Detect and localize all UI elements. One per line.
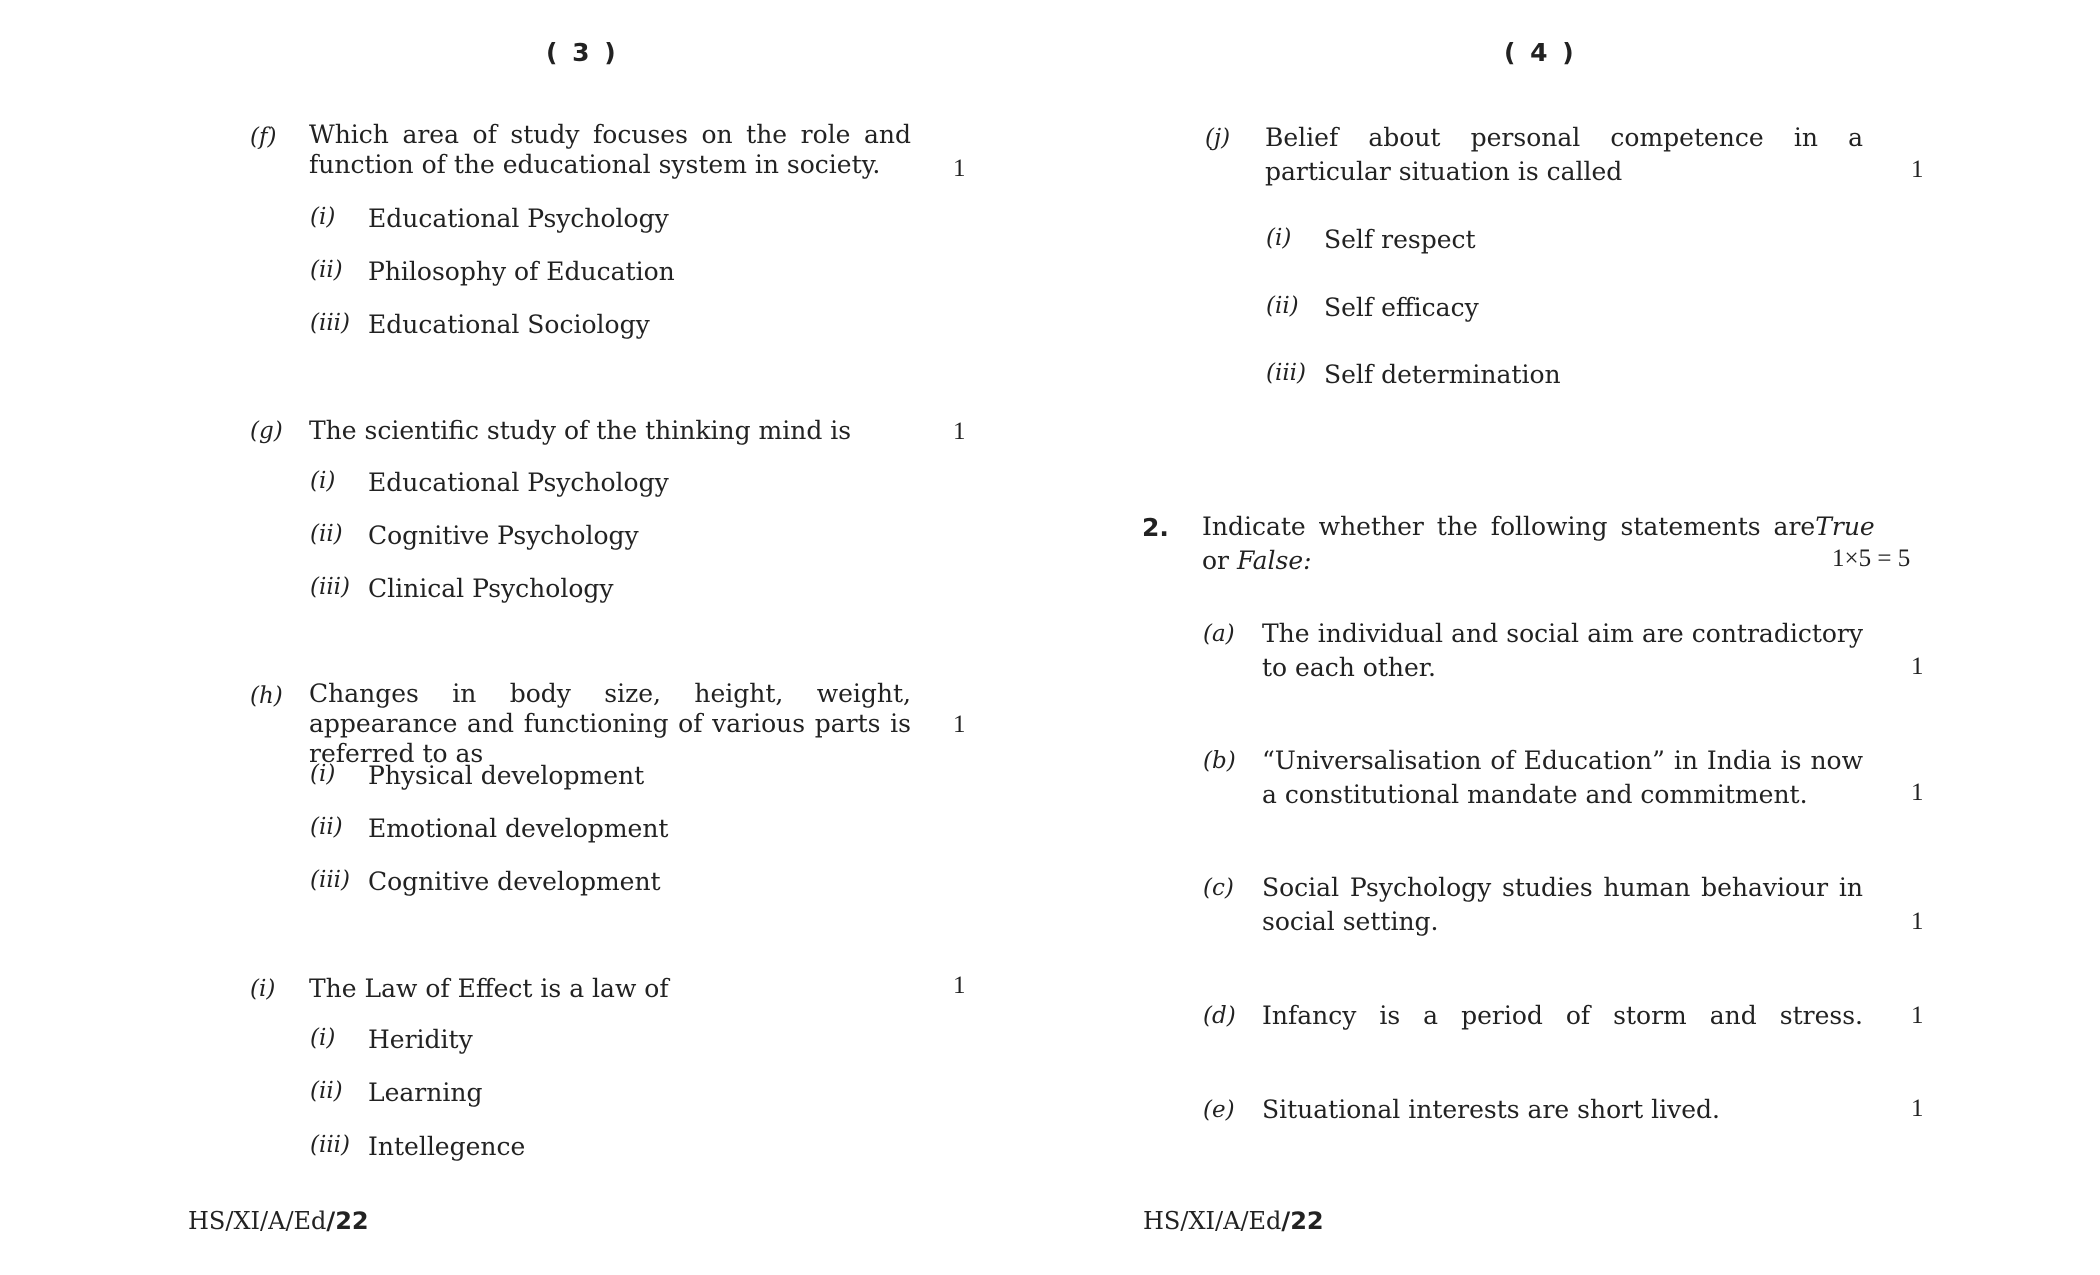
item-mark: 1 <box>1911 779 1924 806</box>
option-label: (ii) <box>1266 293 1299 319</box>
option-text: Self respect <box>1324 225 1476 254</box>
question-2-marks: 1×5 = 5 <box>1832 545 1911 572</box>
item-label: (c) <box>1203 875 1234 901</box>
option-label: (ii) <box>310 521 343 547</box>
option-text: Cognitive development <box>368 867 661 896</box>
option-label: (i) <box>310 468 336 494</box>
question-text: Which area of study focuses on the role and function of the educational system in society. <box>309 120 911 179</box>
question-text: Changes in body size, height, weight, appearance and functioning of various parts is referred to as <box>309 679 911 768</box>
option-text: Educational Sociology <box>368 310 650 339</box>
question-mark: 1 <box>1911 156 1924 183</box>
option-label: (iii) <box>1266 360 1307 386</box>
item-label: (d) <box>1203 1003 1236 1029</box>
item-mark: 1 <box>1911 1002 1924 1029</box>
item-label: (a) <box>1203 621 1235 647</box>
instruction-line-2 <box>1202 544 1856 578</box>
item-mark: 1 <box>1911 1095 1924 1122</box>
footer-code: HS/XI/A/Ed <box>1143 1207 1282 1235</box>
item-text: Social Psychology studies human behaviour in social setting. <box>1262 873 1863 936</box>
item-text: “Universalisation of Education” in India is now a constitutional mandate and commitment. <box>1262 746 1863 809</box>
option-text: Emotional development <box>368 814 669 843</box>
question-text: Belief about personal competence in a particular situation is called <box>1265 123 1863 186</box>
question-number: 2. <box>1142 513 1169 542</box>
question-label: (h) <box>250 683 283 709</box>
option-text: Philosophy of Education <box>368 257 675 286</box>
question-label: (f) <box>250 124 277 150</box>
item-label: (b) <box>1203 748 1236 774</box>
footer-code-left <box>188 1207 369 1235</box>
question-mark: 1 <box>953 711 966 738</box>
option-text: Self efficacy <box>1324 293 1479 322</box>
option-text: Intellegence <box>368 1132 526 1161</box>
option-label: (iii) <box>310 867 351 893</box>
page-number-right: ( 4 ) <box>1504 38 1577 67</box>
option-label: (iii) <box>310 1132 351 1158</box>
question-text: The Law of Effect is a law of <box>309 974 669 1003</box>
footer-year: /22 <box>1281 1207 1324 1235</box>
option-label: (ii) <box>310 814 343 840</box>
option-text: Educational Psychology <box>368 468 669 497</box>
item-text: Situational interests are short lived. <box>1262 1095 1720 1124</box>
question-label: (g) <box>250 418 283 444</box>
item-mark: 1 <box>1911 653 1924 680</box>
option-label: (ii) <box>310 1078 343 1104</box>
option-label: (iii) <box>310 310 351 336</box>
option-text: Clinical Psychology <box>368 574 614 603</box>
page-number-left: ( 3 ) <box>546 38 619 67</box>
footer-code: HS/XI/A/Ed <box>188 1207 327 1235</box>
option-text: Heridity <box>368 1025 473 1054</box>
instruction-or: or <box>1202 546 1237 575</box>
option-label: (i) <box>310 1025 336 1051</box>
option-text: Physical development <box>368 761 645 790</box>
option-label: (ii) <box>310 257 343 283</box>
question-mark: 1 <box>953 972 966 999</box>
item-text: The individual and social aim are contradictory to each other. <box>1262 619 1863 682</box>
option-label: (iii) <box>310 574 351 600</box>
instruction-false: False: <box>1236 546 1312 575</box>
option-text: Educational Psychology <box>368 204 669 233</box>
option-label: (i) <box>310 204 336 230</box>
option-text: Learning <box>368 1078 483 1107</box>
question-text: The scientific study of the thinking mind is <box>309 416 852 445</box>
footer-code-right <box>1143 1207 1324 1235</box>
instruction-line-1 <box>1202 510 1875 544</box>
question-label: (j) <box>1205 125 1231 151</box>
question-label: (i) <box>250 976 276 1002</box>
option-label: (i) <box>1266 225 1292 251</box>
instruction-text: Indicate whether the following statements are <box>1202 512 1816 541</box>
question-mark: 1 <box>953 418 966 445</box>
item-label: (e) <box>1203 1097 1235 1123</box>
option-text: Cognitive Psychology <box>368 521 639 550</box>
item-text: Infancy is a period of storm and stress. <box>1262 1001 1863 1030</box>
footer-year: /22 <box>326 1207 369 1235</box>
option-text: Self determination <box>1324 360 1561 389</box>
instruction-true: True <box>1815 512 1875 541</box>
item-mark: 1 <box>1911 908 1924 935</box>
option-label: (i) <box>310 761 336 787</box>
question-mark: 1 <box>953 155 966 182</box>
